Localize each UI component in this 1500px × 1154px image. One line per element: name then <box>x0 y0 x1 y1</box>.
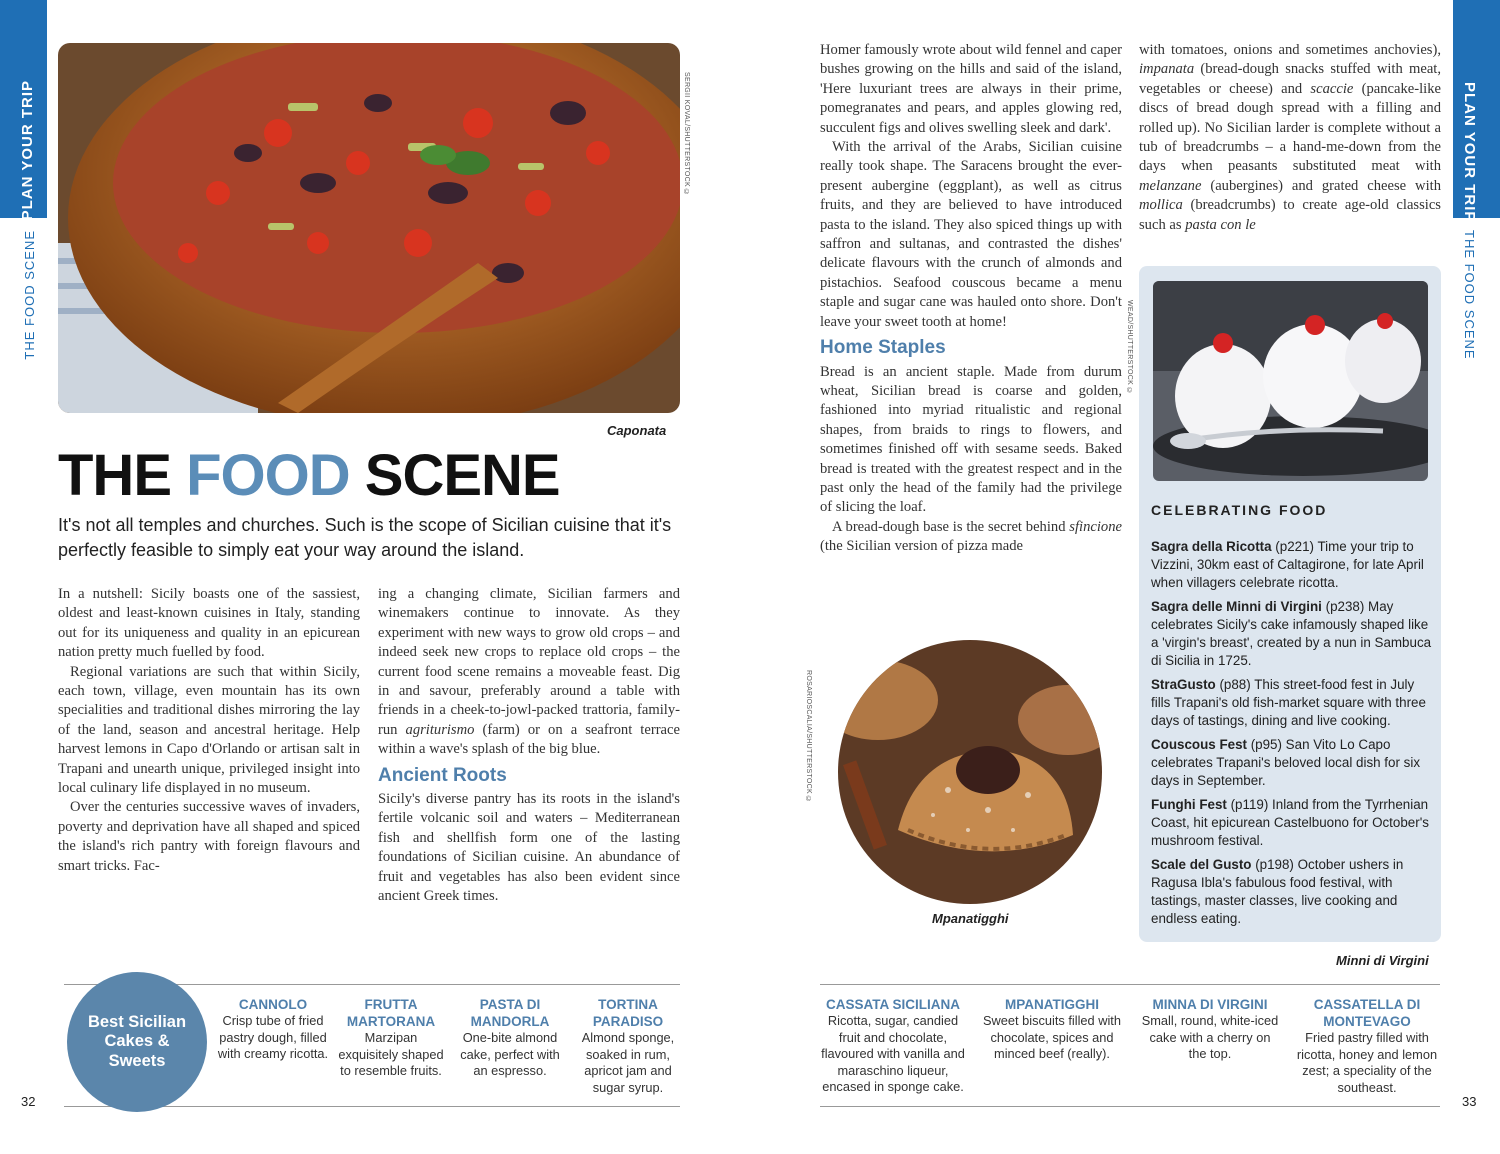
best-sweets-badge: Best Sicilian Cakes & Sweets <box>67 972 207 1112</box>
body-column-2: ing a changing climate, Sicilian farmers and winemakers continue to innovate. As they experiment with new ways to grow old crops – and indeed seek new crops to replace old crops – the current food scene remains a moveable feast. Dig in and savour, preferably around a table with friends in a cheek-to-jowl-packed trattoria, family-run agriturismo (farm) or on a seafront terrace within a wave's splash of the big blue. Ancient Roots Sicily's diverse pantry has its roots in the island's fertile volcanic soil and waters – Mediterranean fish and shellfish form one of the lasting foundations of Sicilian cuisine. An abundance of fruit and vegetables has also been evident since ancient Greek times. <box>378 586 680 905</box>
mpanatigghi-photo <box>838 640 1102 904</box>
minni-photo <box>1153 281 1428 481</box>
list-item: Sagra delle Minni di Virgini (p238) May celebrates Sicily's cake infamously shaped like a 'virgin's breast', created by a nun in Sambuca di Sicilia in 1725. <box>1151 599 1432 668</box>
list-item: StraGusto (p88) This street-food fest in July fills Trapani's old fish-market square with three days of tastings, dining and live cooking. <box>1151 677 1426 728</box>
caponata-photo-credit: SERGII KOVAL/SHUTTERSTOCK © <box>683 72 690 197</box>
strip-top-rule-right <box>820 984 1440 985</box>
sweet-item-mpanatigghi: MPANATIGGHI Sweet biscuits filled with chocolate, spices and minced beef (really). <box>983 997 1121 1062</box>
sweet-item-minna-di-virgini: MINNA DI VIRGINI Small, round, white-iced cake with a cherry on the top. <box>1141 997 1279 1062</box>
section-title-right: PLAN YOUR TRIP <box>1461 82 1478 223</box>
heading-home-staples: Home Staples <box>820 337 946 359</box>
sweet-item-cannolo: CANNOLO Crisp tube of fried pastry dough, filled with creamy ricotta. <box>217 997 329 1062</box>
list-item: Funghi Fest (p119) Inland from the Tyrrhenian Coast, hit epicurean Castelbuono for October's mushroom festival. <box>1151 797 1429 848</box>
page-title: THE FOOD SCENE <box>58 443 560 508</box>
sweet-item-pasta-di-mandorla: PASTA DI MANDORLA One-bite almond cake, perfect with an espresso. <box>460 997 560 1079</box>
page-number-left: 32 <box>21 1094 36 1109</box>
list-item: Scale del Gusto (p198) October ushers in Ragusa Ibla's fabulous food festival, with tastings, master classes, live cooking and endless eating. <box>1151 857 1404 926</box>
minni-photo-credit: WEAD/SHUTTERSTOCK © <box>1126 300 1133 395</box>
sidebar-heading: CELEBRATING FOOD <box>1151 502 1328 518</box>
caponata-photo <box>58 43 680 413</box>
caponata-caption: Caponata <box>607 423 667 438</box>
list-item: Couscous Fest (p95) San Vito Lo Capo celebrates Trapani's beloved local dish for six days in September. <box>1151 737 1421 788</box>
festival-list <box>1151 538 1433 934</box>
body-column-1: In a nutshell: Sicily boasts one of the sassiest, oldest and least-known cuisines in Italy, standing out for its uniqueness and quality in an epicurean nation pretty much fuelled by food. Regional variations are such that within Sicily, each town, village, even mountain has its own specialities and traditional dishes mirroring the lay of the land, season and ancestral heritage. Help harvest lemons in Capo d'Orlando or artisan salt in Trapani and unearth unique, privileged insight into local culinary life displayed in no museum. Over the centuries successive waves of invaders, poverty and deprivation have all shaped and spiced the island's rich pantry with foreign flavours and smart tricks. Fac- <box>58 586 360 874</box>
mpanatigghi-photo-credit: ROSARIOSCALIA/SHUTTERSTOCK © <box>805 670 812 804</box>
sweet-item-cassatella-di-montevago: CASSATELLA DI MONTEVAGO Fried pastry filled with ricotta, honey and lemon zest; a speciality of the southeast. <box>1296 997 1438 1095</box>
section-title-left: PLAN YOUR TRIP <box>19 80 36 221</box>
body-column-4: with tomatoes, onions and sometimes anchovies), impanata (bread-dough snacks stuffed with meat, vegetables or cheese) and scaccie (pancake-like discs of bread dough spread with a filling and rolled up). No Sicilian larder is complete without a tub of breadcrumbs – a hand-me-down from the days when peasants substituted meat with melanzane (aubergines) and grated cheese with mollica (breadcrumbs) to create age-old classics such as pasta con le <box>1139 42 1441 233</box>
list-item: Sagra della Ricotta (p221) Time your trip to Vizzini, 30km east of Caltagirone, for late April when villagers celebrate ricotta. <box>1151 539 1424 590</box>
sweet-item-cassata-siciliana: CASSATA SICILIANA Ricotta, sugar, candied fruit and chocolate, flavoured with vanilla and maraschino liqueur, encased in sponge cake. <box>821 997 965 1095</box>
intro-lede: It's not all temples and churches. Such is the scope of Sicilian cuisine that it's perfectly feasible to simply eat your way around the island. <box>58 515 672 560</box>
strip-bottom-rule-right <box>820 1106 1440 1107</box>
page-number-right: 33 <box>1462 1094 1477 1109</box>
sweet-item-frutta-martorana: FRUTTA MARTORANA Marzipan exquisitely shaped to resemble fruits. <box>338 997 444 1079</box>
celebrating-food-sidebar <box>1139 266 1441 942</box>
body-column-3: Homer famously wrote about wild fennel and caper bushes growing on the hills and said of the island, 'Here luxuriant trees are always in their prime, pomegranates and pears, and apples glowing red, succulent figs and olives swelling sleek and dark'. With the arrival of the Arabs, Sicilian cuisine really took shape. The Saracens brought the ever-present aubergine (eggplant), as well as citrus fruits, and they are believed to have introduced pasta to the island. They also spiced things up with saffron and sultanas, and contrasted the dishes' delicate flavours with the crunch of almonds and pistachios. Seafood couscous became a menu staple and sugar cane was hauled onto shore. Don't leave your sweet tooth at home! Home Staples Bread is an ancient staple. Made from durum wheat, Sicilian bread is coarse and golden, fashioned into myriad ritualistic and regional shapes, from braids to rings to flowers, and sometimes finished off with sesame seeds. Baked bread is treated with the greatest respect and in the past only the head of the family had the privilege of slicing the loaf. A bread-dough base is the secret behind sfincione (the Sicilian version of pizza made <box>820 42 1122 555</box>
minni-caption: Minni di Virgini <box>1336 953 1429 968</box>
mpanatigghi-caption: Mpanatigghi <box>932 911 1009 926</box>
heading-ancient-roots: Ancient Roots <box>378 764 507 786</box>
chapter-title-left: THE FOOD SCENE <box>22 230 37 360</box>
sweet-item-tortina-paradiso: TORTINA PARADISO Almond sponge, soaked in rum, apricot jam and sugar syrup. <box>581 997 675 1095</box>
chapter-title-right: THE FOOD SCENE <box>1462 230 1477 360</box>
